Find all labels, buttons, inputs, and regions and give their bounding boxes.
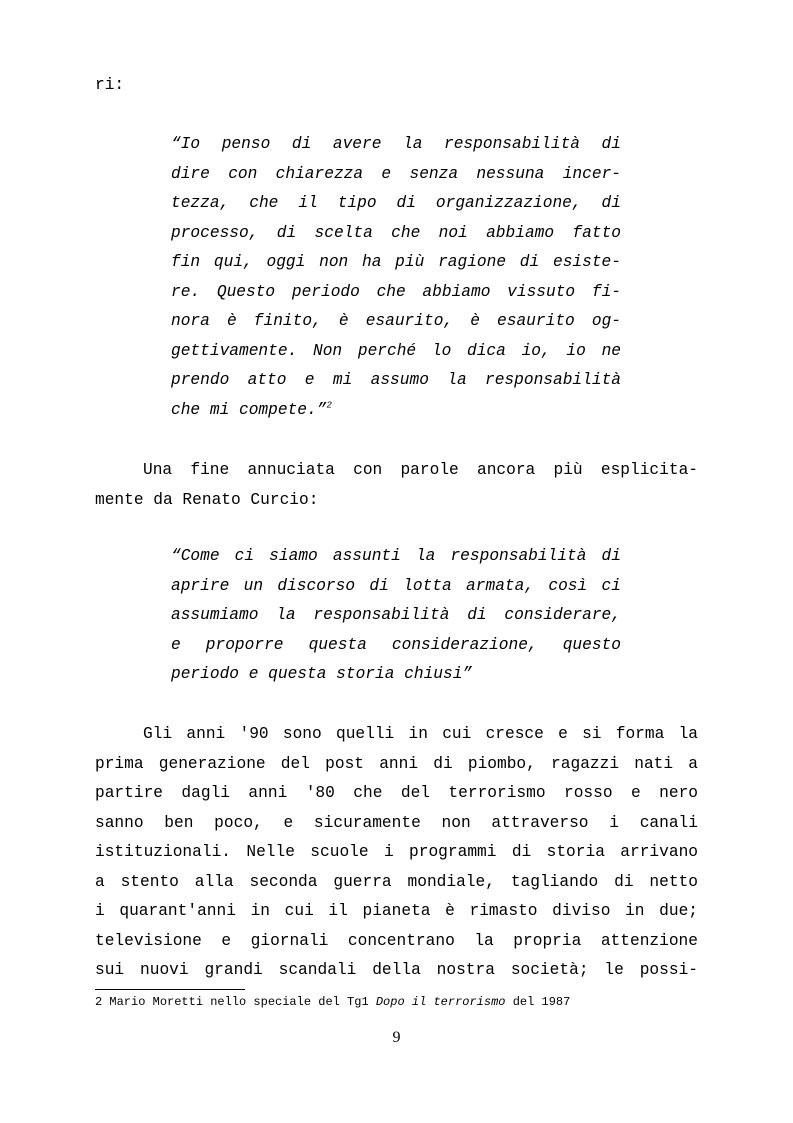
footnote <box>95 994 570 1010</box>
paragraph-line: istituzionali. Nelle scuole i programmi di storia arrivano <box>95 843 698 861</box>
quote-line: processo, di scelta che noi abbiamo fatto <box>171 223 621 242</box>
footnote-text: Mario Moretti nello speciale del Tg1 <box>109 995 369 1009</box>
paragraph-line: i quarant'anni in cui il pianeta è rimasto diviso in due; <box>95 902 698 920</box>
quote-line: fin qui, oggi non ha più ragione di esiste- <box>171 253 621 271</box>
footnote-number: 2 <box>95 995 103 1009</box>
page-number: 9 <box>392 1029 401 1046</box>
quote-line: tezza, che il tipo di organizzazione, di <box>171 194 621 212</box>
footnote-year: del 1987 <box>512 995 571 1009</box>
quote-line: aprire un discorso di lotta armata, così ci <box>171 576 621 595</box>
quote-line: re. Questo periodo che abbiamo vissuto fi- <box>171 282 621 301</box>
paragraph-line: prima generazione del post anni di piombo, ragazzi nati a <box>95 754 698 773</box>
quote-text: che mi compete.” <box>171 400 327 419</box>
quote-line: nora è finito, è esaurito, è esaurito og- <box>171 312 621 330</box>
paragraph-line: partire dagli anni '80 che del terrorismo rosso e nero <box>95 784 698 802</box>
paragraph-line: sanno ben poco, e sicuramente non attraverso i canali <box>95 813 698 832</box>
paragraph-line: sui nuovi grandi scandali della nostra società; le possi- <box>95 961 698 979</box>
quote-line: gettivamente. Non perché lo dica io, io ne <box>171 341 621 360</box>
paragraph-line: a stento alla seconda guerra mondiale, tagliando di netto <box>95 872 698 891</box>
paragraph-line: Gli anni '90 sono quelli in cui cresce e si forma la <box>143 725 698 743</box>
quote-line: dire con chiarezza e senza nessuna incer- <box>171 164 621 183</box>
paragraph-line: televisione e giornali concentrano la propria attenzione <box>95 931 698 950</box>
paragraph-line: Una fine annuciata con parole ancora più esplicita- <box>143 461 698 479</box>
quote-line: assumiamo la responsabilità di considerare, <box>171 606 621 624</box>
quote-line: e proporre questa considerazione, questo <box>171 635 621 654</box>
quote-line: “Come ci siamo assunti la responsabilità di <box>171 547 621 565</box>
footnote-reference: 2 <box>326 400 332 411</box>
footnote-separator <box>95 989 245 990</box>
quote-line: “Io penso di avere la responsabilità di <box>171 135 621 153</box>
quote-line: periodo e questa storia chiusi” <box>171 665 473 683</box>
intro-line: ri: <box>95 76 125 94</box>
quote-line: prendo atto e mi assumo la responsabilità <box>171 371 621 389</box>
quote-line-last <box>171 400 621 420</box>
paragraph-line: mente da Renato Curcio: <box>95 490 319 509</box>
footnote-title: Dopo il terrorismo <box>375 995 506 1009</box>
